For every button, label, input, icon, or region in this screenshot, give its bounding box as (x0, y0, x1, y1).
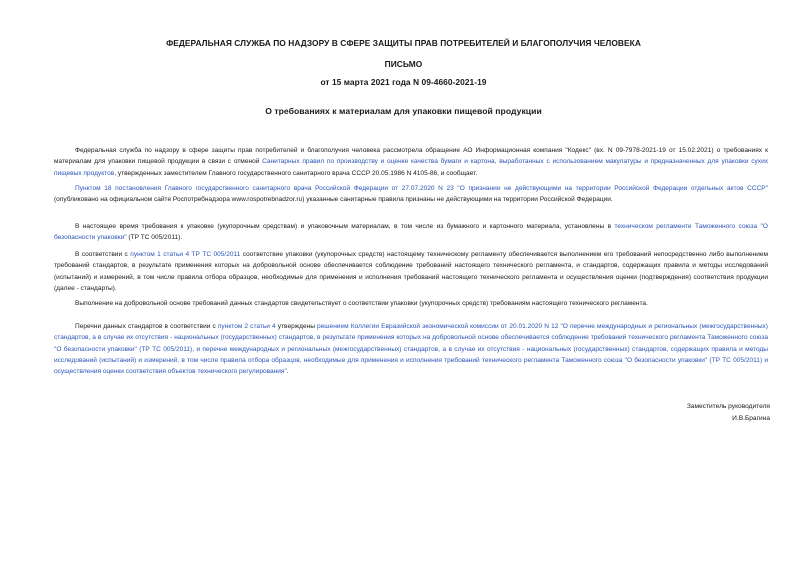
document-subject: О требованиях к материалам для упаковки пищевой продукции (265, 106, 542, 116)
paragraph-text: , утвержденных заместителем Главного государственного санитарного врача СССР 20.05.1986 N 4105-86, и сообщает. (114, 169, 478, 177)
paragraph-6 (54, 321, 768, 377)
paragraph-3 (54, 221, 768, 244)
paragraph-text: Перечни данных стандартов в соответствии с (75, 323, 218, 330)
resolution-link[interactable]: Пунктом 18 постановления Главного государственного санитарного врача Российской Федерации от 27.07.2020 N 23 "О признании не действующими на территории Российской Федерации отдельных актов СССР" (75, 185, 768, 192)
paragraph-text: . (286, 368, 289, 376)
paragraph-1 (54, 145, 768, 179)
paragraph-4 (54, 249, 768, 294)
paragraph-2 (54, 183, 768, 206)
signature-position: Заместитель руководителя (686, 403, 770, 410)
document-date-number: от 15 марта 2021 года N 09-4660-2021-19 (320, 77, 487, 87)
article-4-point-1-link[interactable]: пунктом 1 статьи 4 ТР ТС 005/2011 (130, 251, 241, 258)
eec-decision-link[interactable]: решением Коллегии Евразийской экономической комиссии от 20.01.2020 N 12 "О перечне международных и региональных (межгосударственных) стандартов, а в случае их отсутствия - национальных (государственных) стандартов, в результате применения которых на добровольной основе обеспечивается соблюдение требований технического регламента Таможенного союза "О безопасности упаковки" (ТР ТС 005/2011), и перечне международных и региональных (межгосударственных) стандартов, а в случае их отсутствия - национальных (государственных) стандартов, содержащих правила и методы исследований (испытаний) и измерений, в том числе правила отбора образцов, необходимые для применения и исполнения требований технического регламента Таможенного союза "О безопасности упаковки" (ТР ТС 005/2011) и осуществления оценки соответствия объектов технического регулирования" (54, 323, 768, 376)
paragraph-text: В настоящее время требования к упаковке (укупорочным средствам) и упаковочным материалам, в том числе из бумажного и картонного материала, установлены в (75, 223, 615, 230)
paragraph-text: соответствие упаковки (укупорочных средств) настоящему техническому регламенту обеспечивается выполнением его требований непосредственно либо выполнением требований стандартов, в результате применения которых на добровольной основе обеспечивается соблюдение требований настоящего технического регламента, и стандартов, содержащих правила и методы исследований (испытаний) и измерений, в том числе правила отбора образцов, необходимые для применения и исполнения требований настоящего технического регламента и осуществления оценки (подтверждения) соответствия продукции (далее - стандарты). (54, 251, 769, 292)
paragraph-text: (опубликовано на официальном сайте Роспотребнадзора www.rospotrebnadzor.ru) указанные санитарные правила признаны не действующими на территории Российской Федерации. (54, 196, 613, 204)
paragraph-text: В соответствии с (75, 251, 131, 258)
document-type: ПИСЬМО (384, 59, 423, 69)
paragraph-5 (54, 298, 768, 309)
paragraph-text: (ТР ТС 005/2011). (126, 234, 183, 242)
paragraph-text: утверждены (275, 323, 318, 330)
signature-name: И.В.Брагина (732, 415, 770, 422)
tech-regulation-link[interactable]: техническом регламенте Таможенного союза "О безопасности упаковки" (54, 223, 768, 242)
sanitary-rules-link[interactable]: Санитарных правил по производству и оценке качества бумаги и картона, выработанных с использованием макулатуры и предназначенных для упаковки сухих пищевых продуктов (54, 158, 768, 177)
agency-title: ФЕДЕРАЛЬНАЯ СЛУЖБА ПО НАДЗОРУ В СФЕРЕ ЗАЩИТЫ ПРАВ ПОТРЕБИТЕЛЕЙ И БЛАГОПОЛУЧИЯ ЧЕЛОВЕКА (166, 38, 641, 48)
article-4-point-2-link[interactable]: пунктом 2 статьи 4 (217, 323, 276, 330)
paragraph-text: Федеральная служба по надзору в сфере защиты прав потребителей и благополучия человека рассмотрела обращение АО Информационная компания "Кодекс" (вх. N 09-7978-2021-19 от 15.02.2021) о требованиях к материалам для упаковки пищевой продукции в связи с отменой (54, 147, 768, 166)
paragraph-text: Выполнение на добровольной основе требований данных стандартов свидетельствует о соответствии упаковки (укупорочных средств) требованиям настоящего технического регламента. (75, 300, 648, 307)
